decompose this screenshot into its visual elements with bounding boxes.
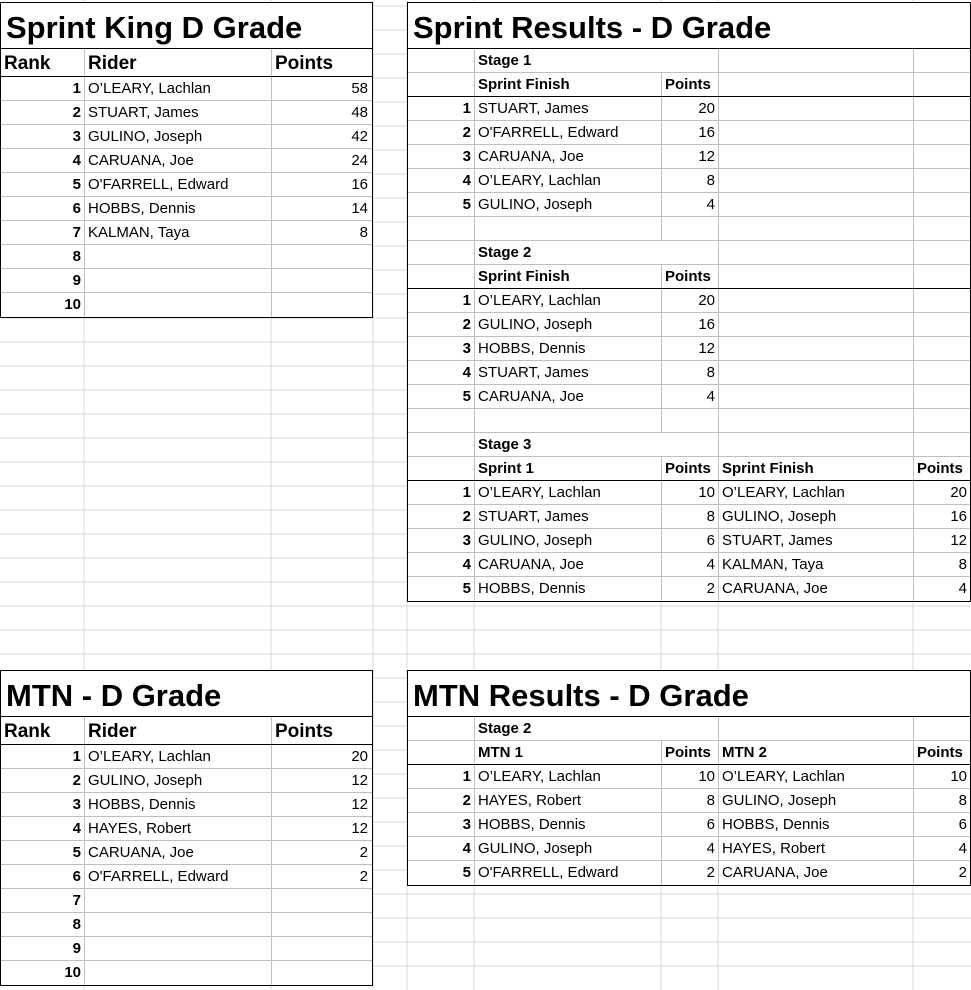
blank-cell[interactable] [719,73,914,96]
blank-cell[interactable] [914,97,970,120]
stage-row [408,717,970,741]
rider-cell[interactable]: CARUANA, Joe [85,841,272,864]
points-cell[interactable]: 8 [359,224,368,241]
table-row [408,385,970,409]
blank-cell[interactable] [719,121,914,144]
rider-cell[interactable]: HOBBS, Dennis [85,793,272,816]
column-b-header[interactable]: Sprint Finish [719,457,914,480]
rider-cell[interactable]: KALMAN, Taya [719,553,914,576]
rank-cell[interactable]: 9 [1,269,85,292]
table-row [1,937,372,961]
blank-cell[interactable] [408,409,475,432]
points-cell[interactable]: 4 [662,837,719,860]
blank-cell[interactable] [408,717,475,740]
column-b-header[interactable]: MTN 2 [719,741,914,764]
table-row [408,145,970,169]
rider-cell[interactable]: CARUANA, Joe [85,149,272,172]
table-row [408,169,970,193]
blank-cell[interactable] [408,241,475,264]
rider-cell[interactable]: STUART, James [719,529,914,552]
rider-cell[interactable]: CARUANA, Joe [475,385,662,408]
blank-cell[interactable] [914,193,970,216]
stage-header-row [408,457,970,481]
points-cell[interactable]: 24 [351,152,368,169]
rank-cell[interactable]: 1 [1,77,85,100]
rider-cell[interactable]: STUART, James [475,97,662,120]
points-cell[interactable] [272,889,371,912]
rank-cell[interactable]: 6 [1,865,85,888]
stage-header-row [408,265,970,289]
blank-cell[interactable] [408,433,475,456]
blank-cell[interactable] [719,361,914,384]
table-row [1,865,372,889]
rank-cell[interactable]: 3 [408,145,475,168]
rider-cell[interactable]: CARUANA, Joe [475,553,662,576]
table-row [408,313,970,337]
blank-cell[interactable] [475,217,662,240]
blank-cell[interactable] [475,409,662,432]
mtn-king-title: MTN - D Grade [1,671,372,717]
table-row [408,789,970,813]
blank-cell[interactable] [914,121,970,144]
rank-cell[interactable]: 8 [1,245,85,268]
rider-cell[interactable]: GULINO, Joseph [475,837,662,860]
blank-cell[interactable] [914,241,970,264]
blank-cell[interactable] [408,73,475,96]
rank-cell[interactable]: 7 [1,889,85,912]
points-cell[interactable]: 4 [662,385,719,408]
stage-label: Stage 2 [475,241,719,264]
table-row [408,337,970,361]
points-cell[interactable] [272,961,371,985]
rank-cell[interactable]: 4 [408,837,475,860]
table-row [1,245,372,269]
points-cell[interactable]: 12 [662,337,719,360]
points-cell[interactable]: 10 [662,481,719,504]
points-cell[interactable]: 58 [351,80,368,97]
blank-cell[interactable] [719,313,914,336]
points-cell[interactable]: 10 [950,768,967,785]
stage-row [408,49,970,73]
rank-cell[interactable]: 4 [408,169,475,192]
blank-cell[interactable] [914,49,970,72]
table-row [1,961,372,985]
blank-cell[interactable] [914,361,970,384]
table-row [1,149,372,173]
points-cell[interactable]: 12 [662,145,719,168]
rider-cell[interactable]: GULINO, Joseph [475,193,662,216]
rider-cell[interactable] [85,245,272,268]
table-row [1,841,372,865]
spacer-row [408,409,970,433]
rank-header[interactable]: Rank [1,49,85,76]
rider-cell[interactable]: HAYES, Robert [85,817,272,840]
points-header[interactable]: Points [662,265,719,288]
table-row [408,361,970,385]
rider-cell[interactable]: STUART, James [475,361,662,384]
table-row [408,505,970,529]
blank-cell[interactable] [719,409,914,432]
rank-cell[interactable]: 5 [408,193,475,216]
sprint-finish-header[interactable]: Sprint Finish [475,265,662,288]
blank-cell[interactable] [662,217,719,240]
rank-cell[interactable]: 7 [1,221,85,244]
rank-cell[interactable]: 3 [1,793,85,816]
rank-cell[interactable]: 8 [1,913,85,936]
blank-cell[interactable] [719,49,914,72]
rider-cell[interactable]: HOBBS, Dennis [475,337,662,360]
table-row [408,813,970,837]
column-a-header[interactable]: MTN 1 [475,741,662,764]
rider-cell[interactable] [85,889,272,912]
rider-cell[interactable]: O’LEARY, Lachlan [719,765,914,788]
stage-label: Stage 2 [475,717,719,740]
sprint-king-title: Sprint King D Grade [1,3,372,49]
rider-cell[interactable]: HOBBS, Dennis [85,197,272,220]
table-row [408,121,970,145]
blank-cell[interactable] [914,385,970,408]
points-header[interactable]: Points [275,721,334,742]
table-row [1,221,372,245]
rider-cell[interactable]: CARUANA, Joe [719,861,914,885]
rank-cell[interactable]: 2 [408,505,475,528]
table-row [1,889,372,913]
points-cell[interactable]: 2 [359,844,368,861]
sprint-results-title: Sprint Results - D Grade [408,3,970,49]
points-cell[interactable]: 12 [351,772,368,789]
rank-cell[interactable]: 4 [1,149,85,172]
rider-cell[interactable]: CARUANA, Joe [719,577,914,601]
blank-cell[interactable] [719,241,914,264]
table-row [1,125,372,149]
rank-cell[interactable]: 2 [408,789,475,812]
points-cell[interactable]: 6 [958,816,967,833]
rider-cell[interactable]: O’LEARY, Lachlan [475,289,662,312]
rank-cell[interactable]: 1 [408,289,475,312]
rank-cell[interactable]: 1 [408,481,475,504]
blank-cell[interactable] [914,337,970,360]
rank-cell[interactable]: 5 [1,173,85,196]
rider-header[interactable]: Rider [85,49,272,76]
rider-cell[interactable]: GULINO, Joseph [85,769,272,792]
blank-cell[interactable] [719,433,914,456]
table-row [1,817,372,841]
points-cell[interactable]: 4 [662,193,719,216]
rider-cell[interactable]: GULINO, Joseph [719,789,914,812]
blank-cell[interactable] [719,385,914,408]
points-cell[interactable]: 8 [662,169,719,192]
rider-cell[interactable]: HAYES, Robert [475,789,662,812]
blank-cell[interactable] [408,457,475,480]
points-cell[interactable]: 48 [351,104,368,121]
table-row [408,193,970,217]
sprint-king-header-row [1,49,372,77]
points-cell[interactable] [272,293,371,317]
rider-cell[interactable]: O'FARRELL, Edward [475,861,662,885]
table-row [1,269,372,293]
points-cell[interactable]: 12 [950,532,967,549]
blank-cell[interactable] [719,97,914,120]
rider-cell[interactable]: STUART, James [475,505,662,528]
points-header[interactable]: Points [917,744,963,761]
rank-cell[interactable]: 5 [408,861,475,885]
blank-cell[interactable] [914,73,970,96]
blank-cell[interactable] [408,265,475,288]
rider-cell[interactable]: O'FARRELL, Edward [475,121,662,144]
table-row [408,97,970,121]
blank-cell[interactable] [914,169,970,192]
rider-cell[interactable]: GULINO, Joseph [475,313,662,336]
spacer-row [408,217,970,241]
mtn-results-panel [407,670,971,886]
blank-cell[interactable] [719,337,914,360]
points-cell[interactable]: 8 [958,792,967,809]
points-header[interactable]: Points [275,53,334,74]
rider-cell[interactable] [85,269,272,292]
blank-cell[interactable] [914,313,970,336]
rank-cell[interactable]: 3 [408,337,475,360]
blank-cell[interactable] [914,289,970,312]
rider-cell[interactable]: O’LEARY, Lachlan [85,745,272,768]
rider-cell[interactable]: GULINO, Joseph [719,505,914,528]
points-cell[interactable]: 20 [662,97,719,120]
stage-row [408,433,970,457]
points-cell[interactable]: 12 [351,820,368,837]
blank-cell[interactable] [408,217,475,240]
mtn-king-header-row [1,717,372,745]
rider-header[interactable]: Rider [85,717,272,744]
table-row [1,913,372,937]
points-cell[interactable]: 6 [662,529,719,552]
points-cell[interactable]: 2 [958,864,967,881]
rank-cell[interactable]: 10 [1,961,85,985]
rider-cell[interactable]: STUART, James [85,101,272,124]
points-cell[interactable]: 2 [662,577,719,601]
table-row [1,769,372,793]
blank-cell[interactable] [408,49,475,72]
blank-cell[interactable] [719,265,914,288]
rank-cell[interactable]: 5 [1,841,85,864]
rank-cell[interactable]: 6 [1,197,85,220]
rank-cell[interactable]: 2 [1,101,85,124]
blank-cell[interactable] [719,289,914,312]
table-row [1,101,372,125]
rank-cell[interactable]: 3 [408,813,475,836]
sprint-finish-header[interactable]: Sprint Finish [475,73,662,96]
table-row [408,861,970,885]
table-row [1,77,372,101]
rank-cell[interactable]: 5 [408,577,475,601]
sprint-results-panel [407,2,971,602]
table-row [1,793,372,817]
rider-cell[interactable]: CARUANA, Joe [475,145,662,168]
points-header[interactable]: Points [662,73,719,96]
points-cell[interactable]: 14 [351,200,368,217]
blank-cell[interactable] [914,717,970,740]
table-row [408,529,970,553]
rider-cell[interactable] [85,937,272,960]
rank-cell[interactable]: 4 [1,817,85,840]
points-cell[interactable] [272,269,371,292]
rider-cell[interactable]: O’LEARY, Lachlan [719,481,914,504]
blank-cell[interactable] [914,217,970,240]
rider-cell[interactable]: O'FARRELL, Edward [85,173,272,196]
table-row [1,173,372,197]
rider-cell[interactable]: GULINO, Joseph [85,125,272,148]
table-row [408,577,970,601]
points-header[interactable]: Points [662,741,719,764]
points-cell[interactable]: 4 [662,553,719,576]
points-cell[interactable]: 16 [351,176,368,193]
stage-label: Stage 3 [475,433,719,456]
points-cell[interactable]: 16 [662,121,719,144]
rider-cell[interactable]: O’LEARY, Lachlan [85,77,272,100]
rank-cell[interactable]: 2 [1,769,85,792]
points-cell[interactable]: 16 [662,313,719,336]
rank-cell[interactable]: 1 [1,745,85,768]
blank-cell[interactable] [914,433,970,456]
points-cell[interactable]: 8 [662,789,719,812]
rider-cell[interactable]: HOBBS, Dennis [719,813,914,836]
rider-cell[interactable] [85,961,272,985]
sprint-king-panel [0,2,373,318]
blank-cell[interactable] [719,169,914,192]
blank-cell[interactable] [662,409,719,432]
points-cell[interactable] [272,245,371,268]
rider-cell[interactable] [85,913,272,936]
points-cell[interactable]: 4 [958,580,967,597]
rank-header[interactable]: Rank [1,717,85,744]
rank-cell[interactable]: 4 [408,553,475,576]
points-cell[interactable]: 20 [662,289,719,312]
rider-cell[interactable]: O'FARRELL, Edward [85,865,272,888]
points-cell[interactable]: 8 [662,361,719,384]
blank-cell[interactable] [719,193,914,216]
table-row [1,197,372,221]
blank-cell[interactable] [719,717,914,740]
blank-cell[interactable] [914,409,970,432]
points-cell[interactable]: 42 [351,128,368,145]
points-cell[interactable]: 4 [958,840,967,857]
table-row [408,837,970,861]
rank-cell[interactable]: 2 [408,313,475,336]
table-row [1,293,372,317]
rider-cell[interactable]: HOBBS, Dennis [475,813,662,836]
table-row [408,765,970,789]
points-cell[interactable] [272,913,371,936]
points-cell[interactable]: 8 [662,505,719,528]
rider-cell[interactable]: HAYES, Robert [719,837,914,860]
blank-cell[interactable] [914,145,970,168]
table-row [408,481,970,505]
rank-cell[interactable]: 3 [1,125,85,148]
rank-cell[interactable]: 10 [1,293,85,317]
stage-row [408,241,970,265]
rider-cell[interactable]: O’LEARY, Lachlan [475,765,662,788]
points-cell[interactable]: 20 [950,484,967,501]
rider-cell[interactable]: KALMAN, Taya [85,221,272,244]
points-cell[interactable]: 2 [662,861,719,885]
points-header[interactable]: Points [917,460,963,477]
rider-cell[interactable] [85,293,272,317]
rank-cell[interactable]: 5 [408,385,475,408]
points-cell[interactable] [272,937,371,960]
blank-cell[interactable] [914,265,970,288]
stage-header-row [408,73,970,97]
blank-cell[interactable] [408,741,475,764]
rank-cell[interactable]: 1 [408,97,475,120]
points-cell[interactable]: 10 [662,765,719,788]
rank-cell[interactable]: 4 [408,361,475,384]
table-row [408,553,970,577]
rider-cell[interactable]: O’LEARY, Lachlan [475,169,662,192]
rank-cell[interactable]: 1 [408,765,475,788]
table-row [408,289,970,313]
points-cell[interactable]: 12 [351,796,368,813]
stage-label: Stage 1 [475,49,719,72]
rank-cell[interactable]: 3 [408,529,475,552]
rank-cell[interactable]: 2 [408,121,475,144]
rider-cell[interactable]: GULINO, Joseph [475,529,662,552]
points-cell[interactable]: 20 [351,748,368,765]
points-cell[interactable]: 8 [958,556,967,573]
stage-header-row [408,741,970,765]
column-a-header[interactable]: Sprint 1 [475,457,662,480]
rider-cell[interactable]: HOBBS, Dennis [475,577,662,601]
points-header[interactable]: Points [662,457,719,480]
mtn-king-panel [0,670,373,986]
points-cell[interactable]: 6 [662,813,719,836]
table-row [1,745,372,769]
rank-cell[interactable]: 9 [1,937,85,960]
rider-cell[interactable]: O’LEARY, Lachlan [475,481,662,504]
blank-cell[interactable] [719,145,914,168]
blank-cell[interactable] [719,217,914,240]
points-cell[interactable]: 2 [359,868,368,885]
mtn-results-title: MTN Results - D Grade [408,671,970,717]
points-cell[interactable]: 16 [950,508,967,525]
